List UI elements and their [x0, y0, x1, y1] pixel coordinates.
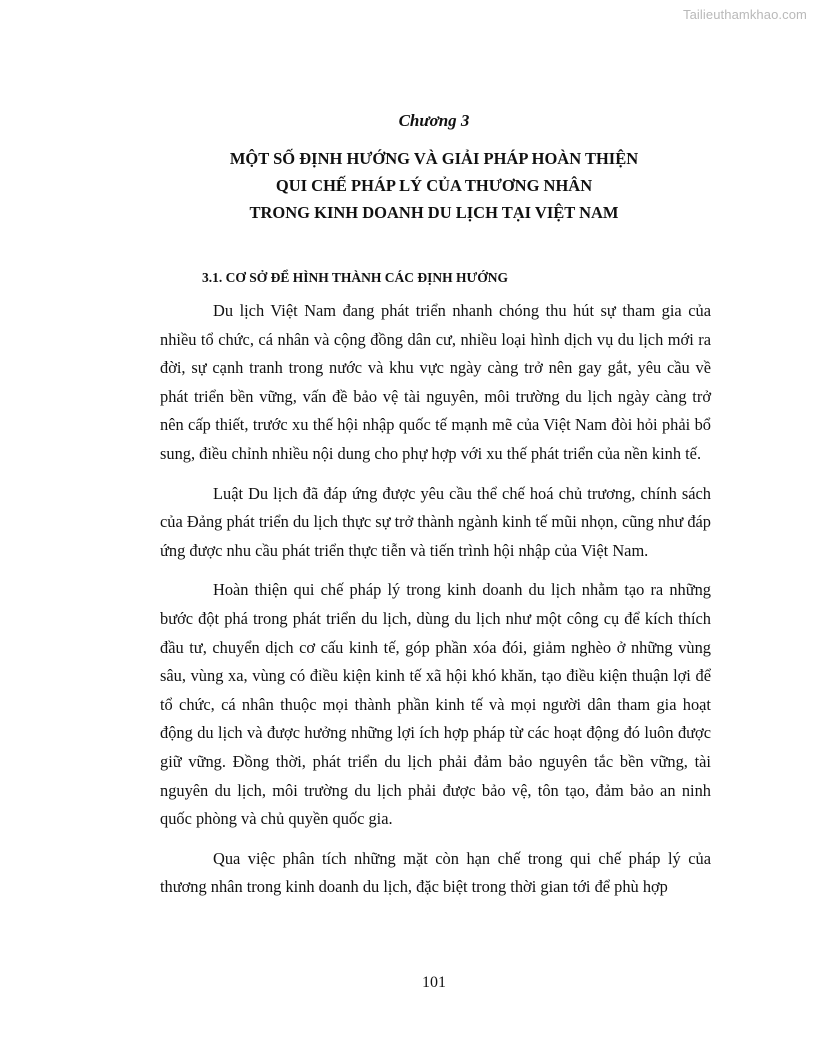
paragraph: Qua việc phân tích những mặt còn hạn chế trong qui chế pháp lý của thương nhân trong kinh doanh du lịch, đặc biệt trong thời gian tới để phù hợp	[160, 848, 711, 897]
title-line: QUI CHẾ PHÁP LÝ CỦA THƯƠNG NHÂN	[275, 176, 593, 195]
page-number: 101	[422, 974, 446, 991]
body-text	[160, 297, 711, 913]
paragraph: Du lịch Việt Nam đang phát triển nhanh chóng thu hút sự tham gia của nhiều tổ chức, cá nhân và cộng đồng dân cư, nhiều loại hình dịch vụ du lịch mới ra đời, sự cạnh tranh trong nước và khu vực ngày càng trở nên gay gắt, yêu cầu về phát triển bền vững, vấn đề bảo vệ tài nguyên, môi trường du lịch ngày càng trở nên cấp thiết, trước xu thế hội nhập quốc tế mạnh mẽ của Việt Nam đòi hỏi phải bổ sung, điều chỉnh nhiều nội dung cho phự hợp với xu thế phát triển của nền kinh tế.	[160, 301, 711, 463]
watermark: Tailieuthamkhao.com	[682, 7, 807, 22]
paragraph: Hoàn thiện qui chế pháp lý trong kinh doanh du lịch nhằm tạo ra những bước đột phá trong phát triển du lịch, dùng du lịch như một công cụ để kích thích đầu tư, chuyển dịch cơ cấu kinh tế, góp phần xóa đói, giảm nghèo ở những vùng sâu, vùng xa, vùng có điều kiện kinh tế xã hội khó khăn, tạo điều kiện thuận lợi để tổ chức, cá nhân thuộc mọi thành phần kinh tế và mọi người dân tham gia hoạt động du lịch và được hưởng những lợi ích hợp pháp từ các hoạt động đó luôn được giữ vững. Đồng thời, phát triển du lịch phải đảm bảo nguyên tắc bền vững, tài nguyên du lịch, môi trường du lịch phải được bảo vệ, tôn tạo, đảm bảo an ninh quốc phòng và chủ quyền quốc gia.	[160, 580, 711, 829]
chapter-label: Chương 3	[398, 111, 470, 130]
chapter-title	[0, 145, 816, 226]
title-line: MỘT SỐ ĐỊNH HƯỚNG VÀ GIẢI PHÁP HOÀN THIỆN	[229, 149, 639, 168]
section-heading: 3.1. CƠ SỞ ĐỂ HÌNH THÀNH CÁC ĐỊNH HƯỚNG	[202, 270, 509, 285]
title-line: TRONG KINH DOANH DU LỊCH TẠI VIỆT NAM	[249, 203, 619, 222]
paragraph: Luật Du lịch đã đáp ứng được yêu cầu thể chế hoá chủ trương, chính sách của Đảng phát triển du lịch thực sự trở thành ngành kinh tế mũi nhọn, cũng như đáp ứng được nhu cầu phát triển thực tiễn và tiến trình hội nhập của Việt Nam.	[160, 483, 711, 560]
